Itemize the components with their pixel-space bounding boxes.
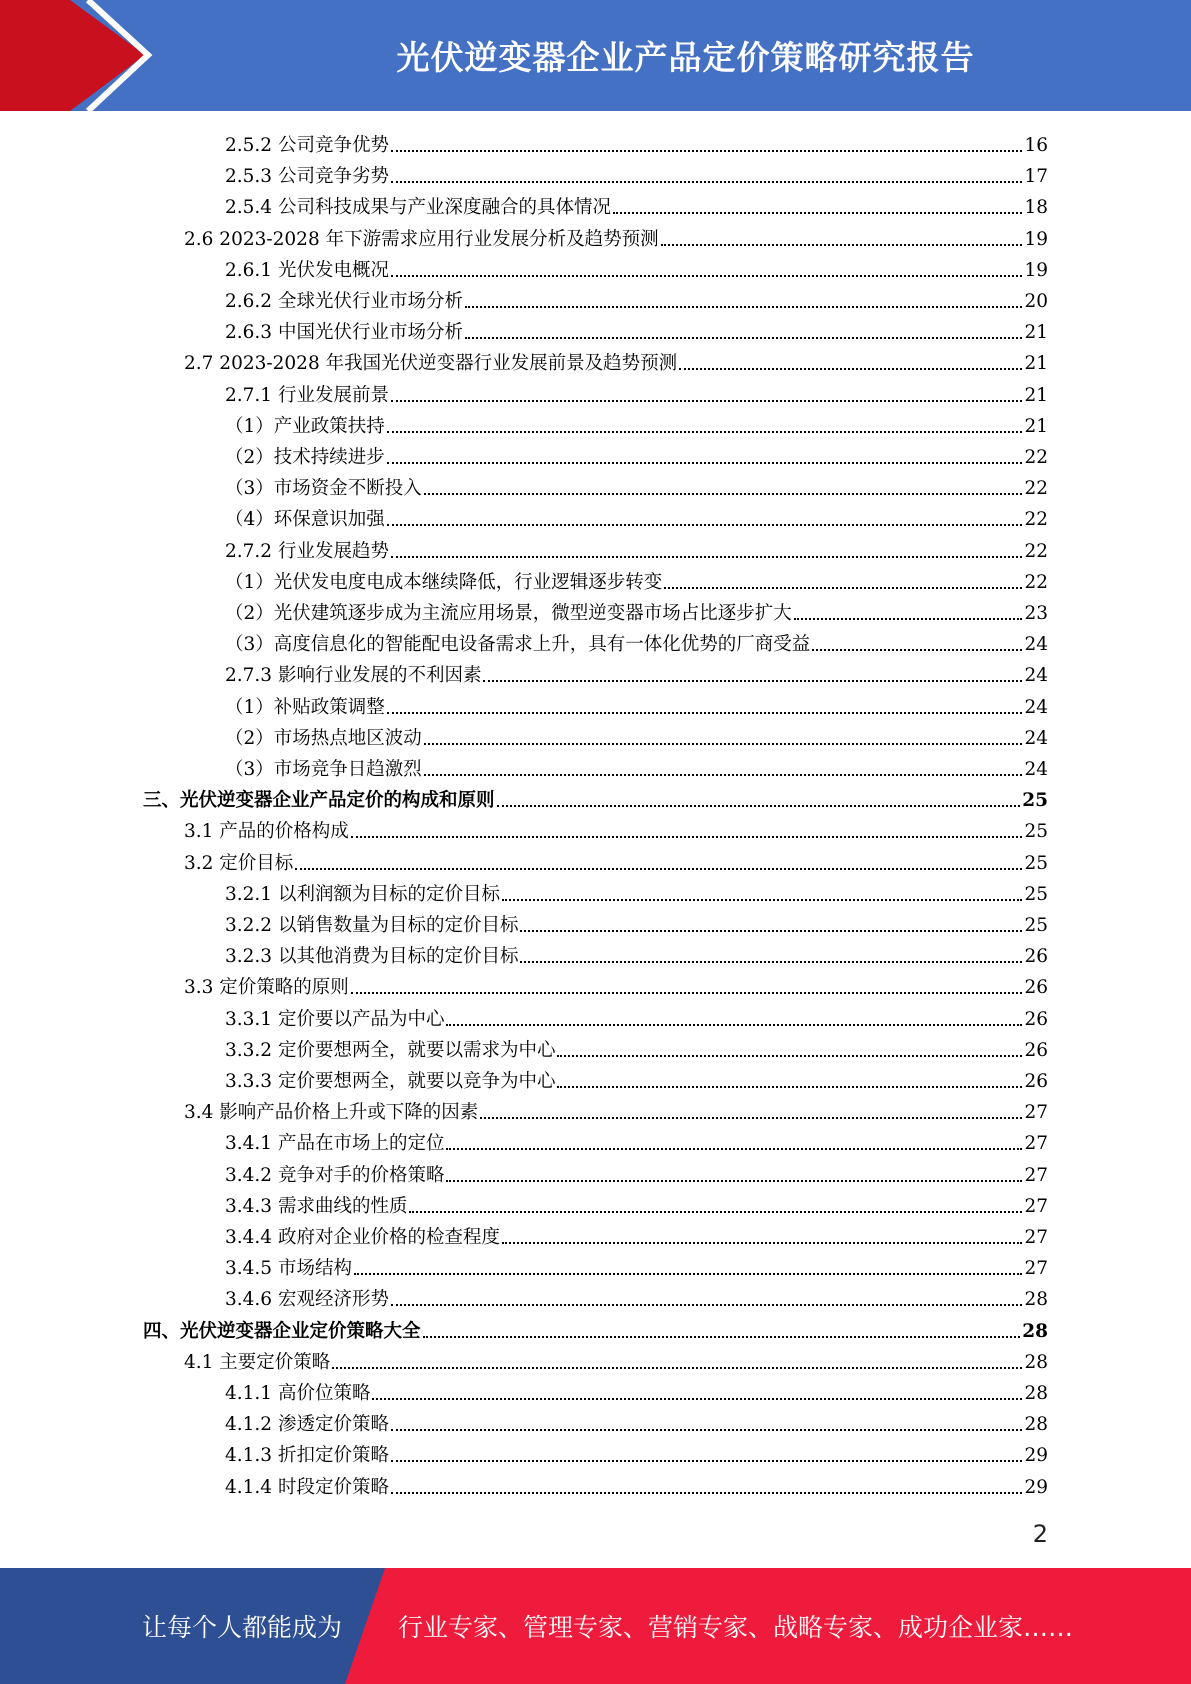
toc-dot-leader xyxy=(351,992,1023,994)
toc-entry-label: （2）光伏建筑逐步成为主流应用场景，微型逆变器市场占比逐步扩大 xyxy=(225,603,792,624)
toc-entry-label: 4.1.2 渗透定价策略 xyxy=(225,1414,389,1436)
toc-dot-leader xyxy=(794,618,1023,620)
toc-dot-leader xyxy=(391,181,1022,183)
toc-dot-leader xyxy=(391,1429,1022,1431)
toc-entry-page: 19 xyxy=(1024,259,1048,281)
toc-entry-label: 3.3 定价策略的原则 xyxy=(184,977,349,999)
toc-entry[interactable] xyxy=(225,938,1048,969)
toc-entry[interactable] xyxy=(225,252,1048,283)
toc-entry-page: 25 xyxy=(1024,915,1048,936)
toc-entry-page: 22 xyxy=(1024,540,1048,562)
toc-entry-label: （2）技术持续进步 xyxy=(225,447,385,468)
toc-dot-leader xyxy=(520,930,1022,932)
toc-entry-label: 3.2.1 以利润额为目标的定价目标 xyxy=(225,883,500,905)
toc-dot-leader xyxy=(387,431,1023,433)
toc-entry-page: 26 xyxy=(1024,1071,1048,1092)
toc-dot-leader xyxy=(446,1180,1022,1182)
toc-dot-leader xyxy=(557,1055,1022,1057)
toc-dot-leader xyxy=(502,899,1022,901)
toc-entry-page: 24 xyxy=(1024,759,1048,780)
toc-entry-label: （3）市场竞争日趋激烈 xyxy=(225,759,422,780)
toc-entry-label: 3.4.2 竞争对手的价格策略 xyxy=(225,1164,445,1186)
toc-entry-label: 4.1.4 时段定价策略 xyxy=(225,1476,389,1498)
toc-dot-leader xyxy=(387,524,1023,526)
toc-dot-leader xyxy=(424,493,1023,495)
toc-entry-page: 16 xyxy=(1024,135,1048,156)
toc-entry[interactable] xyxy=(143,782,1048,813)
toc-dot-leader xyxy=(664,587,1022,589)
toc-dot-leader xyxy=(613,212,1022,214)
toc-entry-label: 3.4.4 政府对企业价格的检查程度 xyxy=(225,1227,500,1248)
toc-entry[interactable] xyxy=(225,1375,1048,1406)
toc-entry-page: 27 xyxy=(1024,1258,1048,1280)
toc-dot-leader xyxy=(661,244,1023,246)
toc-entry-label: 3.2.3 以其他消费为目标的定价目标 xyxy=(225,946,519,968)
toc-entry-page: 24 xyxy=(1024,696,1048,718)
toc-entry[interactable] xyxy=(225,439,1048,470)
toc-entry-page: 26 xyxy=(1024,946,1048,968)
toc-entry-label: （1）补贴政策调整 xyxy=(225,696,385,718)
toc-entry-page: 17 xyxy=(1024,166,1048,188)
toc-dot-leader xyxy=(424,774,1023,776)
toc-entry-page: 27 xyxy=(1024,1164,1048,1186)
toc-entry-page: 26 xyxy=(1024,1039,1048,1061)
toc-entry[interactable] xyxy=(225,595,1048,626)
toc-entry-label: 2.6.3 中国光伏行业市场分析 xyxy=(225,322,463,344)
toc-entry-page: 28 xyxy=(1022,1320,1048,1342)
toc-entry[interactable] xyxy=(225,876,1048,907)
toc-entry[interactable] xyxy=(225,626,1048,657)
toc-entry[interactable] xyxy=(225,1469,1048,1500)
toc-entry-label: 3.4.5 市场结构 xyxy=(225,1258,352,1280)
toc-entry[interactable] xyxy=(225,1188,1048,1219)
toc-dot-leader xyxy=(391,400,1022,402)
toc-entry[interactable] xyxy=(225,314,1048,345)
toc-dot-leader xyxy=(679,368,1022,370)
toc-entry-page: 19 xyxy=(1024,228,1048,250)
toc-dot-leader xyxy=(483,680,1022,682)
toc-entry-label: 2.5.2 公司竞争优势 xyxy=(225,135,389,156)
toc-entry-page: 20 xyxy=(1024,291,1048,312)
toc-entry[interactable] xyxy=(225,1032,1048,1063)
toc-entry[interactable] xyxy=(225,283,1048,314)
toc-entry-label: 4.1 主要定价策略 xyxy=(184,1351,331,1373)
toc-entry[interactable] xyxy=(225,1157,1048,1188)
toc-entry-page: 26 xyxy=(1024,1008,1048,1030)
toc-dot-leader xyxy=(391,150,1022,152)
toc-entry[interactable] xyxy=(143,1313,1048,1344)
toc-dot-leader xyxy=(351,836,1023,838)
toc-entry-label: （2）市场热点地区波动 xyxy=(225,727,422,749)
toc-entry-label: 3.4.1 产品在市场上的定位 xyxy=(225,1133,445,1155)
toc-entry[interactable] xyxy=(225,408,1048,439)
toc-entry[interactable] xyxy=(225,470,1048,501)
toc-entry-page: 25 xyxy=(1024,852,1048,874)
toc-dot-leader xyxy=(480,1117,1022,1119)
header-arrow-decoration xyxy=(0,0,220,111)
toc-entry-page: 26 xyxy=(1024,977,1048,999)
toc-entry-page: 27 xyxy=(1024,1102,1048,1124)
toc-entry[interactable] xyxy=(225,377,1048,408)
toc-dot-leader xyxy=(465,337,1022,339)
toc-dot-leader xyxy=(387,712,1023,714)
toc-entry-page: 27 xyxy=(1024,1227,1048,1248)
toc-entry-label: 2.7.2 行业发展趋势 xyxy=(225,540,389,562)
toc-entry-label: 3.3.2 定价要想两全，就要以需求为中心 xyxy=(225,1039,556,1061)
toc-entry[interactable] xyxy=(225,907,1048,938)
toc-entry[interactable] xyxy=(225,1001,1048,1032)
toc-entry-label: 3.3.1 定价要以产品为中心 xyxy=(225,1008,445,1030)
toc-entry-page: 28 xyxy=(1024,1414,1048,1436)
toc-entry-label: 三、光伏逆变器企业产品定价的构成和原则 xyxy=(143,790,495,812)
toc-entry-page: 21 xyxy=(1024,353,1048,375)
toc-entry[interactable] xyxy=(225,1063,1048,1094)
toc-entry[interactable] xyxy=(184,221,1048,252)
toc-entry-label: （3）高度信息化的智能配电设备需求上升，具有一体化优势的厂商受益 xyxy=(225,634,811,656)
toc-entry[interactable] xyxy=(225,689,1048,720)
toc-dot-leader xyxy=(332,1367,1022,1369)
toc-entry-label: 4.1.1 高价位策略 xyxy=(225,1383,371,1404)
toc-entry[interactable] xyxy=(184,345,1048,376)
toc-entry-label: 四、光伏逆变器企业定价策略大全 xyxy=(143,1320,421,1342)
footer-slogan-right: 行业专家、管理专家、营销专家、战略专家、成功企业家…… xyxy=(398,1613,1074,1642)
toc-entry[interactable] xyxy=(225,533,1048,564)
toc-dot-leader xyxy=(391,275,1022,277)
toc-entry-page: 28 xyxy=(1024,1351,1048,1373)
toc-entry-label: 3.2.2 以销售数量为目标的定价目标 xyxy=(225,915,519,936)
toc-entry-label: 2.7.3 影响行业发展的不利因素 xyxy=(225,665,482,687)
toc-entry[interactable] xyxy=(184,969,1048,1000)
toc-entry-page: 29 xyxy=(1024,1476,1048,1498)
toc-dot-leader xyxy=(391,556,1022,558)
toc-entry-label: 4.1.3 折扣定价策略 xyxy=(225,1445,389,1467)
toc-entry-label: 2.5.3 公司竞争劣势 xyxy=(225,166,389,188)
toc-dot-leader xyxy=(446,1024,1022,1026)
toc-entry-page: 27 xyxy=(1024,1133,1048,1155)
page-number: 2 xyxy=(1032,1520,1048,1548)
toc-entry-page: 27 xyxy=(1024,1195,1048,1217)
toc-entry-page: 21 xyxy=(1024,415,1048,437)
toc-entry[interactable] xyxy=(184,1094,1048,1125)
document-title: 光伏逆变器企业产品定价策略研究报告 xyxy=(396,38,975,77)
toc-entry-label: （4）环保意识加强 xyxy=(225,509,385,531)
toc-entry[interactable] xyxy=(225,1406,1048,1437)
toc-entry[interactable] xyxy=(225,1250,1048,1281)
toc-entry-page: 18 xyxy=(1024,197,1048,219)
toc-entry[interactable] xyxy=(225,1281,1048,1312)
toc-dot-leader xyxy=(520,961,1022,963)
toc-entry[interactable] xyxy=(225,564,1048,595)
toc-dot-leader xyxy=(424,743,1023,745)
toc-dot-leader xyxy=(446,1148,1022,1150)
toc-dot-leader xyxy=(372,1398,1022,1400)
toc-entry[interactable] xyxy=(225,751,1048,782)
toc-entry-page: 25 xyxy=(1022,790,1048,812)
toc-entry-label: （1）产业政策扶持 xyxy=(225,415,385,437)
toc-dot-leader xyxy=(391,1492,1022,1494)
toc-dot-leader xyxy=(295,868,1022,870)
toc-entry-page: 22 xyxy=(1024,509,1048,531)
toc-entry-label: 2.5.4 公司科技成果与产业深度融合的具体情况 xyxy=(225,197,611,219)
toc-entry-page: 22 xyxy=(1024,447,1048,468)
toc-dot-leader xyxy=(423,1336,1021,1338)
toc-entry[interactable] xyxy=(225,1219,1048,1250)
toc-dot-leader xyxy=(502,1242,1022,1244)
toc-dot-leader xyxy=(812,649,1022,651)
footer-slogan-left: 让每个人都能成为 xyxy=(142,1613,343,1642)
toc-entry-label: 2.6 2023-2028 年下游需求应用行业发展分析及趋势预测 xyxy=(184,228,659,250)
toc-entry-page: 24 xyxy=(1024,634,1048,656)
toc-entry-label: 3.4.3 需求曲线的性质 xyxy=(225,1195,408,1217)
toc-entry-page: 22 xyxy=(1024,478,1048,500)
toc-dot-leader xyxy=(354,1273,1023,1275)
toc-entry-page: 22 xyxy=(1024,571,1048,593)
toc-entry-page: 25 xyxy=(1024,883,1048,905)
toc-entry-page: 24 xyxy=(1024,665,1048,687)
toc-entry[interactable] xyxy=(225,657,1048,688)
toc-entry-label: 2.7 2023-2028 年我国光伏逆变器行业发展前景及趋势预测 xyxy=(184,353,678,375)
toc-entry-label: （1）光伏发电度电成本继续降低，行业逻辑逐步转变 xyxy=(225,571,663,593)
toc-entry-label: 2.6.1 光伏发电概况 xyxy=(225,259,389,281)
toc-dot-leader xyxy=(465,306,1022,308)
toc-entry-page: 29 xyxy=(1024,1445,1048,1467)
toc-entry[interactable] xyxy=(225,501,1048,532)
toc-dot-leader xyxy=(409,1211,1022,1213)
toc-entry[interactable] xyxy=(225,127,1048,158)
header-band xyxy=(0,0,1191,111)
toc-entry-page: 24 xyxy=(1024,727,1048,749)
toc-entry-label: 3.3.3 定价要想两全，就要以竞争为中心 xyxy=(225,1071,556,1092)
footer-band xyxy=(0,1568,1191,1684)
toc-entry-label: 3.4.6 宏观经济形势 xyxy=(225,1289,389,1311)
toc-entry[interactable] xyxy=(225,189,1048,220)
toc-entry-page: 23 xyxy=(1024,603,1048,624)
toc-entry[interactable] xyxy=(225,1437,1048,1468)
toc-entry-label: 3.1 产品的价格构成 xyxy=(184,821,349,843)
toc-entry-page: 25 xyxy=(1024,821,1048,843)
toc-entry-page: 21 xyxy=(1024,322,1048,344)
toc-entry[interactable] xyxy=(225,158,1048,189)
toc-entry-label: 2.7.1 行业发展前景 xyxy=(225,384,389,406)
toc-entry-label: 3.4 影响产品价格上升或下降的因素 xyxy=(184,1102,479,1124)
toc-entry-page: 28 xyxy=(1024,1289,1048,1311)
toc-entry-page: 21 xyxy=(1024,384,1048,406)
toc-entry[interactable] xyxy=(184,1344,1048,1375)
toc-dot-leader xyxy=(391,1304,1022,1306)
toc-entry-page: 28 xyxy=(1024,1383,1048,1404)
toc-entry[interactable] xyxy=(184,813,1048,844)
toc-entry[interactable] xyxy=(225,1125,1048,1156)
toc-entry-label: 3.2 定价目标 xyxy=(184,852,294,874)
toc-entry-label: （3）市场资金不断投入 xyxy=(225,478,422,500)
toc-entry[interactable] xyxy=(184,845,1048,876)
toc-entry[interactable] xyxy=(225,720,1048,751)
toc-dot-leader xyxy=(391,1460,1022,1462)
toc-entry-label: 2.6.2 全球光伏行业市场分析 xyxy=(225,291,463,312)
toc-dot-leader xyxy=(557,1086,1022,1088)
toc-dot-leader xyxy=(497,805,1021,807)
toc-dot-leader xyxy=(387,462,1023,464)
